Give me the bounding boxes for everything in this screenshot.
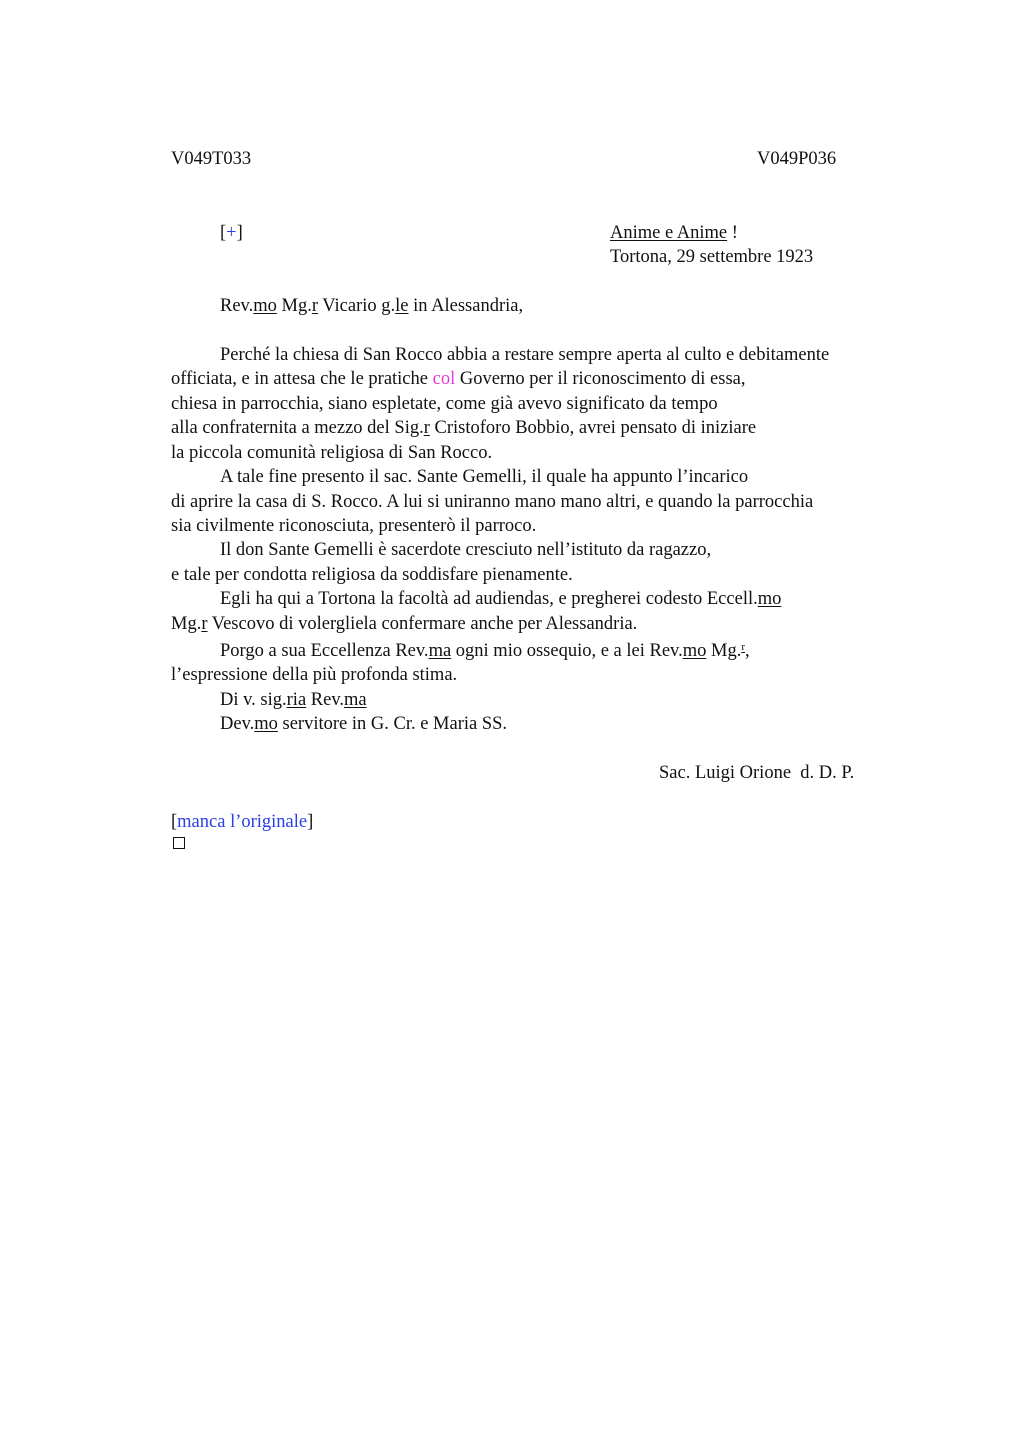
footnote-close-bracket: ] xyxy=(307,812,314,832)
motto-suffix: ! xyxy=(727,223,738,243)
body-text: Vescovo di volergliela confermare anche per Alessandria. xyxy=(207,614,638,634)
salutation-part: Rev. xyxy=(220,296,254,316)
abbrev: ma xyxy=(344,690,367,710)
body-line-4 xyxy=(171,419,756,438)
motto xyxy=(610,224,738,243)
body-text: ogni mio ossequio, e a lei Rev. xyxy=(451,641,683,661)
salutation-part: Mg. xyxy=(276,296,312,316)
body-line-2 xyxy=(171,370,746,389)
footnote xyxy=(171,813,313,832)
body-text: Porgo a sua Eccellenza Rev. xyxy=(220,641,429,661)
body-text: officiata, e in attesa che le pratiche xyxy=(171,369,433,389)
body-line-12 xyxy=(171,615,637,634)
document-code-left: V049T033 xyxy=(171,149,252,169)
dateline: Tortona, 29 settembre 1923 xyxy=(610,247,814,267)
abbrev: mo xyxy=(254,714,278,734)
body-line-9: Il don Sante Gemelli è sacerdote cresciuto nell’istituto da ragazzo, xyxy=(220,540,712,560)
salutation-part: in Alessandria, xyxy=(408,296,524,316)
document-code-right: V049P036 xyxy=(757,149,837,169)
signature: Sac. Luigi Orione d. D. P. xyxy=(659,763,855,783)
body-text: Egli ha qui a Tortona la facoltà ad audiendas, e pregherei codesto Eccell. xyxy=(220,589,758,609)
motto-text: Anime e Anime xyxy=(610,223,728,243)
body-line-11 xyxy=(220,590,781,609)
square-box-icon xyxy=(173,837,185,849)
salutation-part: Vicario g. xyxy=(318,296,396,316)
body-text: servitore in G. Cr. e Maria SS. xyxy=(277,714,508,734)
cross-open-bracket: [ xyxy=(220,223,227,243)
body-line-14: l’espressione della più profonda stima. xyxy=(171,665,458,685)
highlighted-word: col xyxy=(432,369,456,389)
salutation-abbrev: le xyxy=(395,296,409,316)
superscript-abbrev: r xyxy=(741,641,745,653)
body-text: Dev. xyxy=(220,714,255,734)
body-line-3: chiesa in parrocchia, siano espletate, come già avevo significato da tempo xyxy=(171,394,718,414)
abbrev: mo xyxy=(682,641,707,661)
body-line-10: e tale per condotta religiosa da soddisfare pienamente. xyxy=(171,565,573,585)
abbrev: ma xyxy=(428,641,452,661)
body-line-15 xyxy=(220,691,367,710)
body-text: Cristoforo Bobbio, avrei pensato di iniziare xyxy=(429,418,757,438)
footnote-text: manca l’originale xyxy=(177,812,308,832)
body-text: Mg. xyxy=(706,641,742,661)
body-text: Mg. xyxy=(171,614,202,634)
body-text: Governo per il riconoscimento di essa, xyxy=(455,369,746,389)
body-line-13 xyxy=(220,642,750,661)
body-line-16 xyxy=(220,715,507,734)
abbrev: mo xyxy=(757,589,782,609)
body-text: Rev. xyxy=(306,690,345,710)
body-line-8: sia civilmente riconosciuta, presenterò il parroco. xyxy=(171,516,537,536)
salutation xyxy=(220,297,523,316)
cross-icon: + xyxy=(226,223,237,243)
body-line-5: la piccola comunità religiosa di San Rocco. xyxy=(171,443,493,463)
body-line-7: di aprire la casa di S. Rocco. A lui si uniranno mano mano altri, e quando la parrocchia xyxy=(171,492,814,512)
cross-mark xyxy=(220,224,243,243)
body-text: , xyxy=(745,641,750,661)
abbrev: r xyxy=(201,614,208,634)
salutation-abbrev: r xyxy=(311,296,318,316)
salutation-abbrev: mo xyxy=(253,296,277,316)
abbrev: ria xyxy=(286,690,307,710)
body-text: alla confraternita a mezzo del Sig. xyxy=(171,418,424,438)
body-text: Di v. sig. xyxy=(220,690,287,710)
cross-close-bracket: ] xyxy=(236,223,243,243)
body-line-6: A tale fine presento il sac. Sante Gemelli, il quale ha appunto l’incarico xyxy=(220,467,749,487)
body-line-1: Perché la chiesa di San Rocco abbia a restare sempre aperta al culto e debitamente xyxy=(220,345,830,365)
footnote-open-bracket: [ xyxy=(171,812,178,832)
abbrev: r xyxy=(423,418,430,438)
